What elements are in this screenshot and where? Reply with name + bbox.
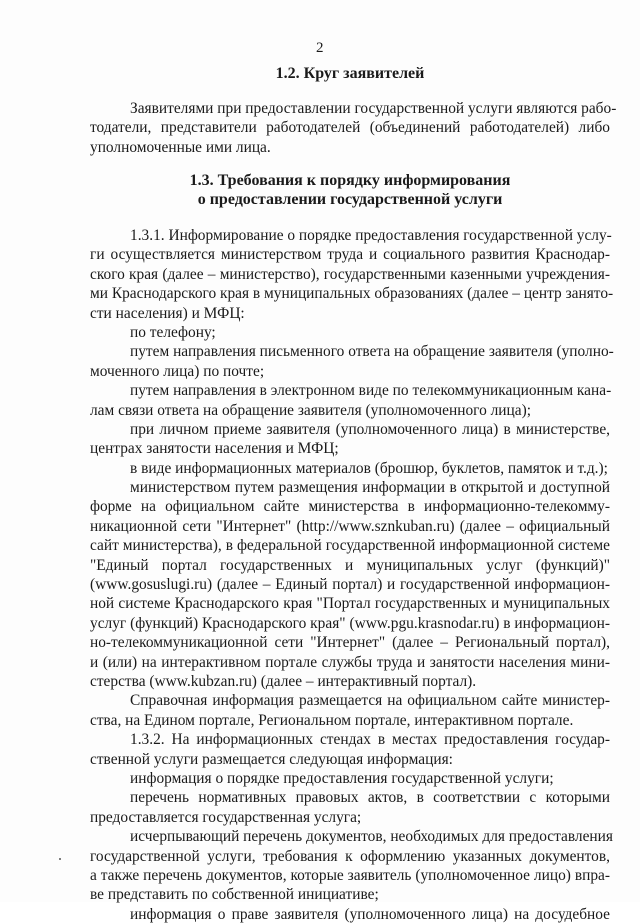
text-line: центрах занятости населения и МФЦ; [90,440,339,458]
text-line: в виде информационных материалов (брошюр, буклетов, памяток и т.д.); [130,459,608,477]
text-line: услуг (функций) Краснодарского края" (www.pgu.krasnodar.ru) в информацион- [90,614,610,632]
text-line: государственной услуги, требования к оформлению указанных документов, [90,847,610,865]
text-line: тодатели, представители работодателей (объединений работодателей) либо [90,119,610,137]
text-line: ги осуществляется министерством труда и социального развития Краснодар- [90,246,610,264]
text-line: по телефону; [130,323,216,341]
text-line: ского края (далее – министерство), государственными казенными учреждения- [90,265,610,283]
text-line: уполномоченные ими лица. [90,138,271,156]
text-line: путем направления в электронном виде по телекоммуникационным кана- [130,382,612,400]
text-line: исчерпывающий перечень документов, необходимых для предоставления [130,828,613,846]
text-line: информация о порядке предоставления государственной услуги; [130,769,554,787]
section-1-2-paragraph [90,99,617,157]
text-line: никационной сети "Интернет" (http://www.sznkuban.ru) (далее – официальный [90,517,610,535]
text-line: стерства (www.kubzan.ru) (далее – интерактивный портал). [90,672,477,690]
text-line: 1.3.1. Информирование о порядке предоставления государственной услу- [130,227,612,244]
text-line: ства, на Едином портале, Региональном портале, интерактивном портале. [90,711,574,729]
text-line: сайт министерства), в федеральной государственной информационной системе [90,537,610,555]
text-line: лам связи ответа на обращение заявителя (уполномоченного лица); [90,401,532,419]
section-heading-1-2: 1.2. Круг заявителей [275,65,425,82]
text-line: ве представить по собственной инициативе; [90,886,379,904]
text-line: предоставляется государственная услуга; [90,808,362,826]
text-line: при личном приеме заявителя (уполномоченного лица) в министерстве, [130,420,610,438]
text-line: и (или) на интерактивном портале службы труда и занятости населения мини- [90,653,610,671]
text-line: ми Краснодарского края в муниципальных образованиях (далее – центр занято- [90,285,614,303]
text-line: ственной услуги размещается следующая информация: [90,750,453,768]
text-line: форме на официальном сайте министерства в информационно-телекомму- [90,498,610,516]
text-line: 1.3.2. На информационных стендах в местах предоставления государ- [130,731,610,749]
text-line: перечень нормативных правовых актов, в соответствии с которыми [130,789,610,807]
text-line: а также перечень документов, которые заявитель (уполномоченное лицо) впра- [90,866,610,884]
text-line: информация о праве заявителя (уполномоченного лица) на досудебное [130,905,610,923]
text-line: Справочная информация размещается на официальном сайте министер- [130,692,610,710]
text-line: министерством путем размещения информации в открытой и доступной [130,479,610,497]
text-line: моченного лица) по почте; [90,362,265,380]
section-1-3-body [90,226,614,924]
section-heading-1-3-line1: 1.3. Требования к порядку информирования [189,172,511,189]
text-line: Заявителями при предоставлении государственной услуги являются рабо- [130,100,617,117]
text-line: ной системе Краснодарского края "Портал государственных и муниципальных [90,595,610,613]
scan-artifact [59,858,61,860]
page-number: 2 [316,40,324,56]
text-line: "Единый портал государственных и муниципальных услуг (функций)" [90,556,610,574]
text-line: но-телекоммуникационной сети "Интернет" (далее – Региональный портал), [90,634,610,652]
section-heading-1-3-line2: о предоставлении государственной услуги [197,191,503,208]
text-line: сти населения) и МФЦ: [90,304,245,322]
text-line: (www.gosuslugi.ru) (далее – Единый портал) и государственной информацион- [90,576,610,594]
text-line: путем направления письменного ответа на обращение заявителя (уполно- [130,343,614,361]
